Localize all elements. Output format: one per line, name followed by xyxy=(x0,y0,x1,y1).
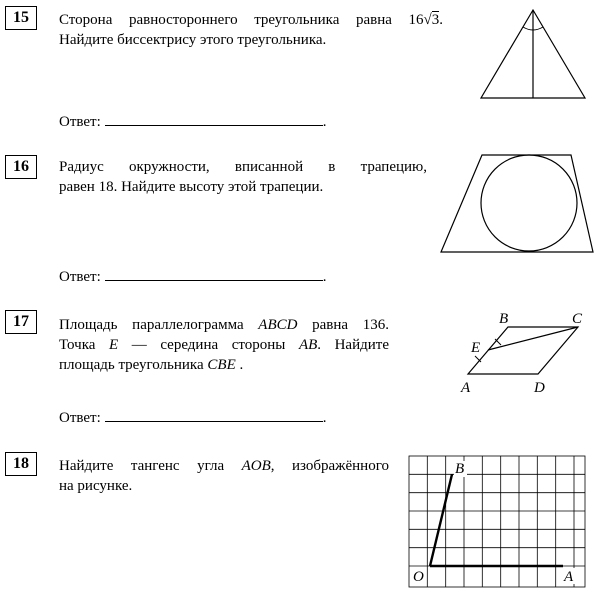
task-17-line-2: Точка E — середина стороны AB. Найдите xyxy=(59,337,389,353)
task-number-16: 16 xyxy=(5,155,37,179)
inscribed-circle xyxy=(481,155,577,251)
task-15-line-2: Найдите биссектрису этого треугольника. xyxy=(59,32,327,48)
task-16-line-1: Радиус окружности, вписанной в трапецию, xyxy=(59,159,427,175)
task-17-line-1: Площадь параллелограмма ABCD равна 136. xyxy=(59,317,389,333)
task-15-line-1: Сторона равностороннего треугольника равна 16√3. xyxy=(59,12,443,28)
task-16-answer: Ответ: . xyxy=(59,266,327,286)
task-15-answer: Ответ: . xyxy=(59,111,327,131)
task-18-line-1: Найдите тангенс угла AOB, изображённого xyxy=(59,458,389,474)
task-17-text xyxy=(59,315,389,375)
task-18-line-2: на рисунке. xyxy=(59,478,133,494)
parallelogram-figure xyxy=(455,308,595,398)
task-number-17: 17 xyxy=(5,310,37,334)
task-18-text xyxy=(59,456,389,496)
label-A: A xyxy=(461,380,471,396)
ray-OB xyxy=(430,474,452,566)
grid-lines xyxy=(409,456,585,587)
label-E: E xyxy=(471,340,481,356)
label-A: A xyxy=(564,569,574,585)
task-16-text xyxy=(59,157,427,197)
task-16-line-2: равен 18. Найдите высоту этой трапеции. xyxy=(59,179,324,195)
answer-field[interactable] xyxy=(105,407,323,422)
label-B: B xyxy=(455,461,465,477)
task-15-text xyxy=(59,10,443,50)
answer-label: Ответ: xyxy=(59,269,101,285)
parallelogram xyxy=(468,327,578,374)
label-C: C xyxy=(572,311,583,327)
trapezoid-figure xyxy=(438,150,600,256)
task-number-15: 15 xyxy=(5,6,37,30)
task-17-line-3: площадь треугольника CBE . xyxy=(59,357,244,373)
task-number-18: 18 xyxy=(5,452,37,476)
answer-label: Ответ: xyxy=(59,410,101,426)
sqrt-sign: √ xyxy=(423,12,432,28)
triangle-figure xyxy=(478,5,588,103)
grid-figure xyxy=(408,455,588,589)
trapezoid xyxy=(441,155,593,252)
answer-field[interactable] xyxy=(105,266,323,281)
label-D: D xyxy=(534,380,545,396)
label-B: B xyxy=(499,311,509,327)
answer-field[interactable] xyxy=(105,111,323,126)
task-17-answer: Ответ: . xyxy=(59,407,327,427)
label-O: O xyxy=(413,569,424,585)
segment-CE xyxy=(488,327,578,350)
answer-label: Ответ: xyxy=(59,114,101,130)
sqrt-radicand: 3 xyxy=(431,12,440,28)
